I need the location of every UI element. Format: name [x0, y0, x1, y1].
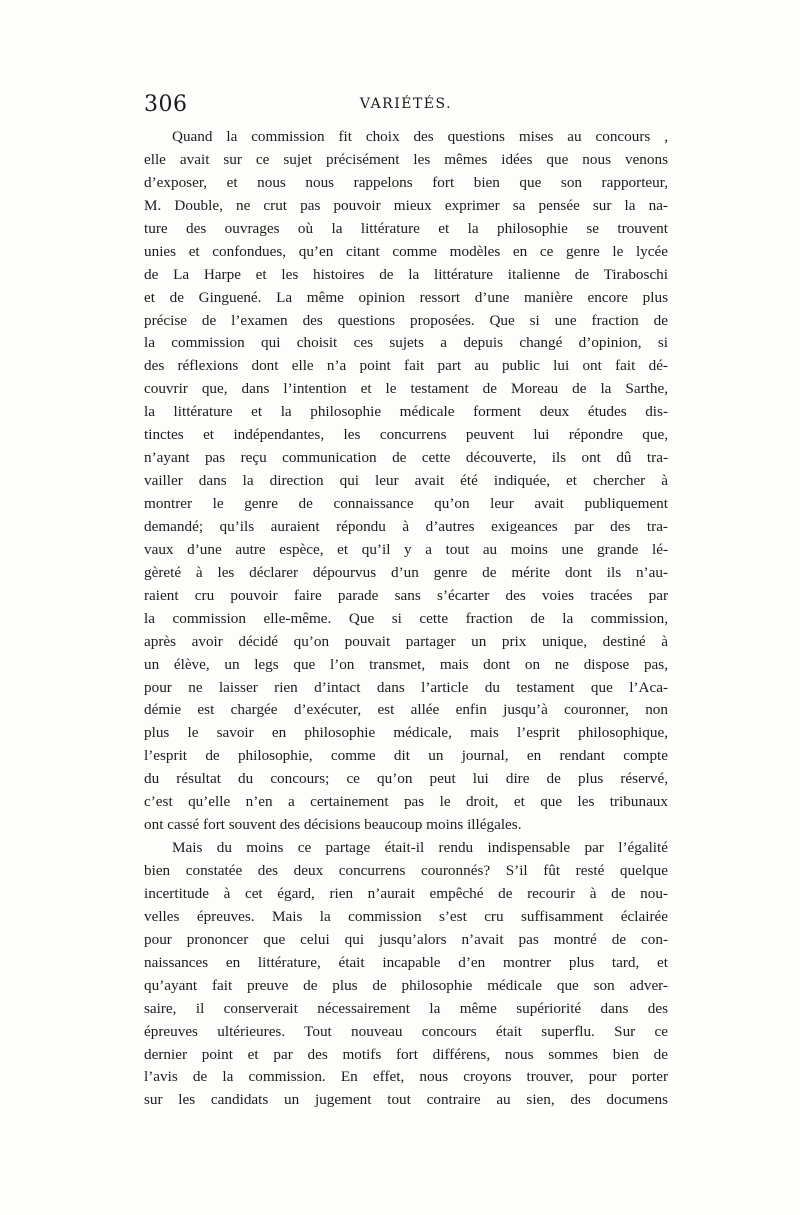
paragraph-2	[144, 837, 668, 1112]
text-line: plus le savoir en philosophie médicale, mais l’esprit philosophique,	[144, 724, 668, 742]
page-header	[144, 92, 668, 122]
text-line: vaux d’une autre espèce, et qu’il y a tout au moins une grande lé-	[144, 540, 668, 558]
text-line: des réflexions dont elle n’a point fait part au public lui ont fait dé-	[144, 357, 668, 375]
text-line: bien constatée des deux concurrens couronnés? S’il fût resté quelque	[144, 862, 668, 879]
text-line: couvrir que, dans l’intention et le testament de Moreau de la Sarthe,	[144, 380, 668, 398]
text-line: Quand la commission fit choix des questions mises au concours ,	[172, 128, 668, 145]
text-line: vailler dans la direction qui leur avait été indiquée, et chercher à	[144, 472, 668, 490]
text-line: demandé; qu’ils auraient répondu à d’autres exigeances par des tra-	[144, 517, 668, 535]
text-line: velles épreuves. Mais la commission s’est cru suffisamment éclairée	[144, 907, 668, 925]
paragraph-1	[144, 126, 668, 837]
text-line: raient cru pouvoir faire parade sans s’écarter des voies tracées par	[144, 586, 668, 604]
page-number: 306	[144, 92, 188, 117]
text-line: gèreté à les déclarer dépourvus d’un genre de mérite dont ils n’au-	[144, 563, 668, 581]
text-line: un élève, un legs que l’on transmet, mais dont on ne dispose pas,	[144, 655, 668, 673]
text-line: d’exposer, et nous nous rappelons fort bien que son rapporteur,	[144, 173, 668, 191]
text-line: dernier point et par des motifs fort différens, nous sommes bien de	[144, 1045, 668, 1063]
text-line: qu’ayant fait preuve de plus de philosophie médicale que son adver-	[144, 976, 668, 994]
text-line: incertitude à cet égard, rien n’aurait empêché de recourir à de nou-	[144, 884, 668, 902]
running-title: VARIÉTÉS.	[359, 96, 453, 112]
text-line: Mais du moins ce partage était-il rendu indispensable par l’égalité	[172, 839, 668, 857]
text-line: saire, il conserverait nécessairement la même supériorité dans des	[144, 999, 668, 1017]
text-line: la commission elle-même. Que si cette fraction de la commission,	[144, 609, 668, 627]
text-line: M. Double, ne crut pas pouvoir mieux exprimer sa pensée sur la na-	[144, 196, 668, 214]
text-line: et de Ginguené. La même opinion ressort d’une manière encore plus	[144, 288, 668, 306]
text-line: l’esprit de philosophie, comme dit un journal, en rendant compte	[144, 747, 668, 765]
text-line: précise de l’examen des questions proposées. Que si une fraction de	[144, 311, 668, 329]
text-line: elle avait sur ce sujet précisément les mêmes idées que nous venons	[144, 150, 668, 168]
text-line: démie est chargée d’exécuter, est allée enfin jusqu’à couronner, non	[144, 701, 668, 719]
text-line: pour prononcer que celui qui jusqu’alors n’avait pas montré de con-	[144, 930, 668, 948]
text-line: c’est qu’elle n’en a certainement pas le droit, et que les tribunaux	[144, 793, 668, 811]
text-line: ont cassé fort souvent des décisions beaucoup moins illégales.	[144, 816, 522, 834]
text-line: ture des ouvrages où la littérature et la philosophie se trouvent	[144, 219, 668, 237]
body-text	[144, 126, 668, 1112]
text-line: naissances en littérature, était incapable d’en montrer plus tard, et	[144, 953, 668, 971]
text-line: épreuves ultérieures. Tout nouveau concours était superflu. Sur ce	[144, 1022, 668, 1040]
text-line: tinctes et indépendantes, les concurrens peuvent lui répondre que,	[144, 426, 668, 444]
text-line: unies et confondues, qu’en citant comme modèles en ce genre le lycée	[144, 242, 668, 260]
text-line: montrer le genre de connaissance qu’on leur avait publiquement	[144, 495, 668, 512]
text-line: pour ne laisser rien d’intact dans l’article du testament que l’Aca-	[144, 678, 668, 696]
text-line: sur les candidats un jugement tout contraire au sien, des documens	[144, 1091, 668, 1109]
text-line: l’avis de la commission. En effet, nous croyons trouver, pour porter	[144, 1068, 668, 1086]
text-line: du résultat du concours; ce qu’on peut lui dire de plus réservé,	[144, 770, 668, 788]
text-line: la littérature et la philosophie médicale forment deux études dis-	[144, 403, 668, 421]
text-line: de La Harpe et les histoires de la littérature italienne de Tiraboschi	[144, 265, 668, 283]
text-line: après avoir décidé qu’on pouvait partager un prix unique, destiné à	[144, 632, 668, 650]
text-line: n’ayant pas reçu communication de cette découverte, ils ont dû tra-	[144, 449, 668, 467]
text-line: la commission qui choisit ces sujets a depuis changé d’opinion, si	[144, 334, 668, 352]
